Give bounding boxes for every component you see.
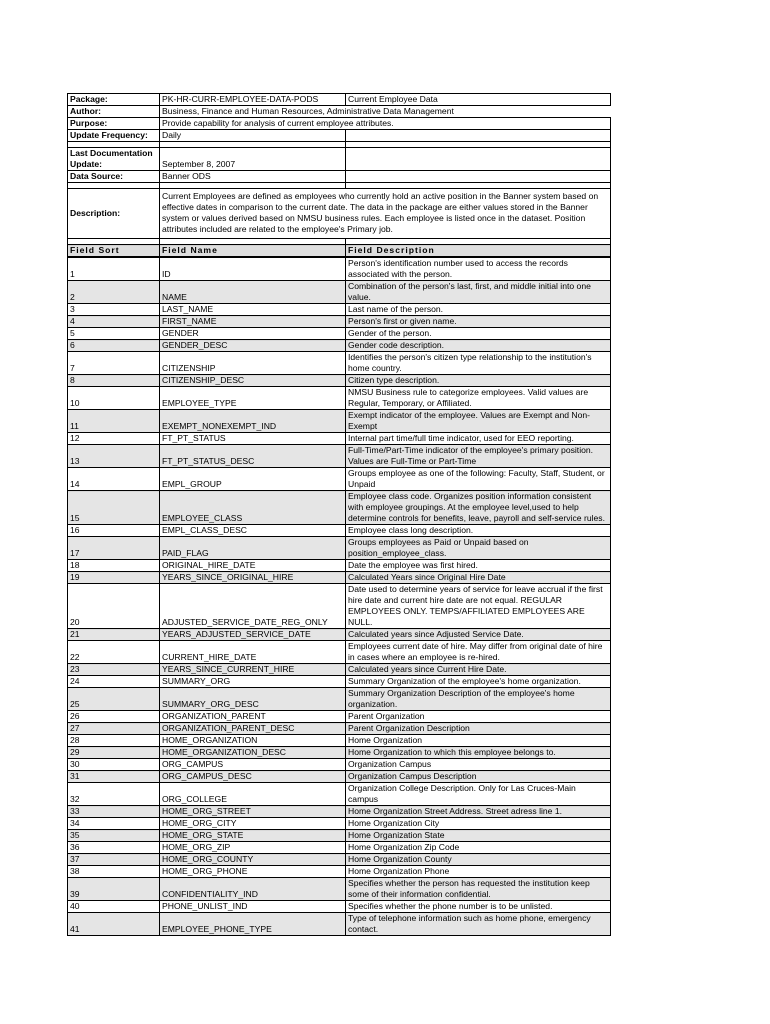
field-description-cell: Home Organization Phone	[346, 866, 611, 878]
field-row	[68, 328, 611, 340]
field-description-cell: Calculated Years since Original Hire Date	[346, 572, 611, 584]
update-frequency-blank	[346, 130, 611, 142]
field-sort-cell: 6	[68, 340, 160, 352]
field-row	[68, 410, 611, 433]
field-sort-cell: 18	[68, 560, 160, 572]
field-description-cell: Specifies whether the phone number is to be unlisted.	[346, 901, 611, 913]
field-row	[68, 445, 611, 468]
field-sort-cell: 23	[68, 664, 160, 676]
field-name-cell: CITIZENSHIP_DESC	[160, 375, 346, 387]
spreadsheet-document	[67, 93, 610, 936]
field-sort-cell: 33	[68, 806, 160, 818]
field-description-cell: Combination of the person's last, first, and middle initial into one value.	[346, 281, 611, 304]
field-name-cell: EMPLOYEE_CLASS	[160, 491, 346, 525]
column-header-row	[68, 245, 611, 257]
field-description-cell: Home Organization Street Address. Street adress line 1.	[346, 806, 611, 818]
field-sort-cell: 38	[68, 866, 160, 878]
field-name-cell: ORG_COLLEGE	[160, 783, 346, 806]
field-name-cell: ADJUSTED_SERVICE_DATE_REG_ONLY	[160, 584, 346, 629]
field-sort-cell: 25	[68, 688, 160, 711]
field-description-cell: Organization Campus Description	[346, 771, 611, 783]
update-frequency-value: Daily	[160, 130, 346, 142]
field-row	[68, 747, 611, 759]
field-row	[68, 901, 611, 913]
purpose-label: Purpose:	[68, 118, 160, 130]
field-row	[68, 783, 611, 806]
field-name-cell: EMPL_GROUP	[160, 468, 346, 491]
field-row	[68, 664, 611, 676]
field-sort-cell: 30	[68, 759, 160, 771]
data-source-blank	[346, 171, 611, 183]
field-sort-cell: 37	[68, 854, 160, 866]
field-row	[68, 340, 611, 352]
field-description-cell: Home Organization Zip Code	[346, 842, 611, 854]
update-frequency-row	[68, 130, 611, 142]
field-row	[68, 711, 611, 723]
field-name-cell: EXEMPT_NONEXEMPT_IND	[160, 410, 346, 433]
update-frequency-label: Update Frequency:	[68, 130, 160, 142]
field-sort-cell: 39	[68, 878, 160, 901]
field-sort-cell: 11	[68, 410, 160, 433]
data-source-row	[68, 171, 611, 183]
field-row	[68, 468, 611, 491]
field-sort-cell: 14	[68, 468, 160, 491]
header-field-sort: Field Sort	[68, 245, 160, 257]
field-row	[68, 676, 611, 688]
field-sort-cell: 32	[68, 783, 160, 806]
field-name-cell: EMPLOYEE_PHONE_TYPE	[160, 913, 346, 936]
field-row	[68, 491, 611, 525]
field-description-cell: Organization Campus	[346, 759, 611, 771]
field-row	[68, 316, 611, 328]
field-name-cell: HOME_ORG_COUNTY	[160, 854, 346, 866]
field-description-cell: Specifies whether the person has requested the institution keep some of their information confidential.	[346, 878, 611, 901]
field-sort-cell: 5	[68, 328, 160, 340]
last-documentation-label: Last Documentation Update:	[68, 148, 160, 171]
field-sort-cell: 24	[68, 676, 160, 688]
field-sort-cell: 16	[68, 525, 160, 537]
author-value: Business, Finance and Human Resources, Administrative Data Management	[160, 106, 611, 118]
field-description-cell: Exempt indicator of the employee. Values are Exempt and Non-Exempt	[346, 410, 611, 433]
field-row	[68, 375, 611, 387]
field-name-cell: CONFIDENTIALITY_IND	[160, 878, 346, 901]
field-name-cell: GENDER_DESC	[160, 340, 346, 352]
field-sort-cell: 3	[68, 304, 160, 316]
field-description-cell: Employee class long description.	[346, 525, 611, 537]
field-name-cell: ORGANIZATION_PARENT_DESC	[160, 723, 346, 735]
field-name-cell: HOME_ORG_ZIP	[160, 842, 346, 854]
field-description-cell: Person's first or given name.	[346, 316, 611, 328]
last-documentation-blank	[346, 148, 611, 171]
field-description-cell: Calculated years since Current Hire Date.	[346, 664, 611, 676]
field-row	[68, 525, 611, 537]
field-sort-cell: 28	[68, 735, 160, 747]
field-name-cell: ORIGINAL_HIRE_DATE	[160, 560, 346, 572]
field-row	[68, 688, 611, 711]
field-name-cell: HOME_ORG_PHONE	[160, 866, 346, 878]
field-name-cell: ORG_CAMPUS_DESC	[160, 771, 346, 783]
field-name-cell: SUMMARY_ORG_DESC	[160, 688, 346, 711]
field-row	[68, 537, 611, 560]
field-sort-cell: 17	[68, 537, 160, 560]
package-label: Package:	[68, 94, 160, 106]
field-sort-cell: 27	[68, 723, 160, 735]
field-description-cell: Gender code description.	[346, 340, 611, 352]
field-name-cell: LAST_NAME	[160, 304, 346, 316]
field-description-cell: Type of telephone information such as home phone, emergency contact.	[346, 913, 611, 936]
field-sort-cell: 15	[68, 491, 160, 525]
field-sort-cell: 41	[68, 913, 160, 936]
field-description-cell: Summary Organization of the employee's home organization.	[346, 676, 611, 688]
field-name-cell: HOME_ORG_STATE	[160, 830, 346, 842]
field-row	[68, 281, 611, 304]
field-row	[68, 913, 611, 936]
author-label: Author:	[68, 106, 160, 118]
author-row	[68, 106, 611, 118]
field-description-cell: Internal part time/full time indicator, used for EEO reporting.	[346, 433, 611, 445]
field-sort-cell: 31	[68, 771, 160, 783]
field-name-cell: YEARS_SINCE_ORIGINAL_HIRE	[160, 572, 346, 584]
field-description-cell: NMSU Business rule to categorize employees. Valid values are Regular, Temporary, or Affiliated.	[346, 387, 611, 410]
data-source-value: Banner ODS	[160, 171, 346, 183]
field-sort-cell: 36	[68, 842, 160, 854]
field-name-cell: FT_PT_STATUS_DESC	[160, 445, 346, 468]
field-sort-cell: 20	[68, 584, 160, 629]
field-description-cell: Citizen type description.	[346, 375, 611, 387]
field-row	[68, 830, 611, 842]
field-description-cell: Summary Organization Description of the employee's home organization.	[346, 688, 611, 711]
field-row	[68, 584, 611, 629]
package-value: PK-HR-CURR-EMPLOYEE-DATA-PODS	[160, 94, 346, 106]
field-name-cell: ID	[160, 258, 346, 281]
field-row	[68, 387, 611, 410]
field-description-cell: Home Organization State	[346, 830, 611, 842]
field-row	[68, 735, 611, 747]
field-name-cell: HOME_ORGANIZATION	[160, 735, 346, 747]
description-label: Description:	[68, 189, 160, 239]
field-row	[68, 818, 611, 830]
field-name-cell: GENDER	[160, 328, 346, 340]
field-description-cell: Home Organization City	[346, 818, 611, 830]
field-sort-cell: 40	[68, 901, 160, 913]
package-row	[68, 94, 611, 106]
field-name-cell: FT_PT_STATUS	[160, 433, 346, 445]
field-description-cell: Home Organization County	[346, 854, 611, 866]
field-sort-cell: 8	[68, 375, 160, 387]
field-sort-cell: 19	[68, 572, 160, 584]
field-row	[68, 258, 611, 281]
field-description-cell: Home Organization	[346, 735, 611, 747]
purpose-value: Provide capability for analysis of current employee attributes.	[160, 118, 611, 130]
data-source-label: Data Source:	[68, 171, 160, 183]
field-sort-cell: 21	[68, 629, 160, 641]
field-description-cell: Parent Organization Description	[346, 723, 611, 735]
field-name-cell: PAID_FLAG	[160, 537, 346, 560]
field-description-cell: Last name of the person.	[346, 304, 611, 316]
field-description-cell: Calculated years since Adjusted Service Date.	[346, 629, 611, 641]
last-documentation-value: September 8, 2007	[160, 148, 346, 171]
metadata-table	[67, 93, 611, 257]
header-field-name: Field Name	[160, 245, 346, 257]
field-name-cell: PHONE_UNLIST_IND	[160, 901, 346, 913]
field-row	[68, 759, 611, 771]
field-description-cell: Full-Time/Part-Time indicator of the employee's primary position. Values are Full-Time or Part-Time	[346, 445, 611, 468]
field-sort-cell: 10	[68, 387, 160, 410]
fields-table	[67, 257, 611, 936]
field-description-cell: Date the employee was first hired.	[346, 560, 611, 572]
field-name-cell: CURRENT_HIRE_DATE	[160, 641, 346, 664]
field-description-cell: Parent Organization	[346, 711, 611, 723]
field-sort-cell: 35	[68, 830, 160, 842]
package-title: Current Employee Data	[346, 94, 611, 106]
header-field-description: Field Description	[346, 245, 611, 257]
field-description-cell: Employees current date of hire. May differ from original date of hire in cases where an employee is re-hired.	[346, 641, 611, 664]
field-name-cell: YEARS_SINCE_CURRENT_HIRE	[160, 664, 346, 676]
field-sort-cell: 34	[68, 818, 160, 830]
field-name-cell: HOME_ORG_CITY	[160, 818, 346, 830]
field-name-cell: HOME_ORGANIZATION_DESC	[160, 747, 346, 759]
field-name-cell: YEARS_ADJUSTED_SERVICE_DATE	[160, 629, 346, 641]
description-value: Current Employees are defined as employees who currently hold an active position in the Banner system based on effective dates in comparison to the current date. The data in the package are either values stored in the Banner system or values derived based on NMSU business rules. Each employee is listed once in the dataset. Position attributes included are related to the employee's Primary job.	[160, 189, 611, 239]
field-row	[68, 304, 611, 316]
field-row	[68, 572, 611, 584]
field-sort-cell: 4	[68, 316, 160, 328]
field-sort-cell: 26	[68, 711, 160, 723]
field-row	[68, 433, 611, 445]
field-description-cell: Gender of the person.	[346, 328, 611, 340]
field-sort-cell: 29	[68, 747, 160, 759]
field-row	[68, 771, 611, 783]
field-name-cell: ORG_CAMPUS	[160, 759, 346, 771]
field-row	[68, 878, 611, 901]
field-description-cell: Person's identification number used to access the records associated with the person.	[346, 258, 611, 281]
field-description-cell: Employee class code. Organizes position information consistent with employee groupings. At the employee level,used to help determine controls for benefits, leave, payroll and self-service rules.	[346, 491, 611, 525]
field-row	[68, 641, 611, 664]
field-row	[68, 560, 611, 572]
field-sort-cell: 7	[68, 352, 160, 375]
field-row	[68, 806, 611, 818]
field-sort-cell: 2	[68, 281, 160, 304]
field-sort-cell: 1	[68, 258, 160, 281]
last-documentation-row	[68, 148, 611, 171]
field-row	[68, 629, 611, 641]
field-name-cell: CITIZENSHIP	[160, 352, 346, 375]
field-sort-cell: 13	[68, 445, 160, 468]
field-name-cell: HOME_ORG_STREET	[160, 806, 346, 818]
field-name-cell: SUMMARY_ORG	[160, 676, 346, 688]
field-description-cell: Organization College Description. Only for Las Cruces-Main campus	[346, 783, 611, 806]
field-name-cell: EMPLOYEE_TYPE	[160, 387, 346, 410]
description-row	[68, 189, 611, 239]
field-name-cell: ORGANIZATION_PARENT	[160, 711, 346, 723]
field-sort-cell: 12	[68, 433, 160, 445]
field-row	[68, 723, 611, 735]
field-description-cell: Groups employee as one of the following: Faculty, Staff, Student, or Unpaid	[346, 468, 611, 491]
field-description-cell: Identifies the person's citizen type relationship to the institution's home country.	[346, 352, 611, 375]
field-row	[68, 352, 611, 375]
field-description-cell: Home Organization to which this employee belongs to.	[346, 747, 611, 759]
field-row	[68, 854, 611, 866]
field-sort-cell: 22	[68, 641, 160, 664]
field-name-cell: FIRST_NAME	[160, 316, 346, 328]
field-name-cell: NAME	[160, 281, 346, 304]
field-name-cell: EMPL_CLASS_DESC	[160, 525, 346, 537]
field-description-cell: Groups employees as Paid or Unpaid based on position_employee_class.	[346, 537, 611, 560]
field-row	[68, 842, 611, 854]
purpose-row	[68, 118, 611, 130]
field-description-cell: Date used to determine years of service for leave accrual if the first hire date and current hire date are not equal. REGULAR EMPLOYEES ONLY. TEMPS/AFFILIATED EMPLOYEES ARE NULL.	[346, 584, 611, 629]
field-row	[68, 866, 611, 878]
